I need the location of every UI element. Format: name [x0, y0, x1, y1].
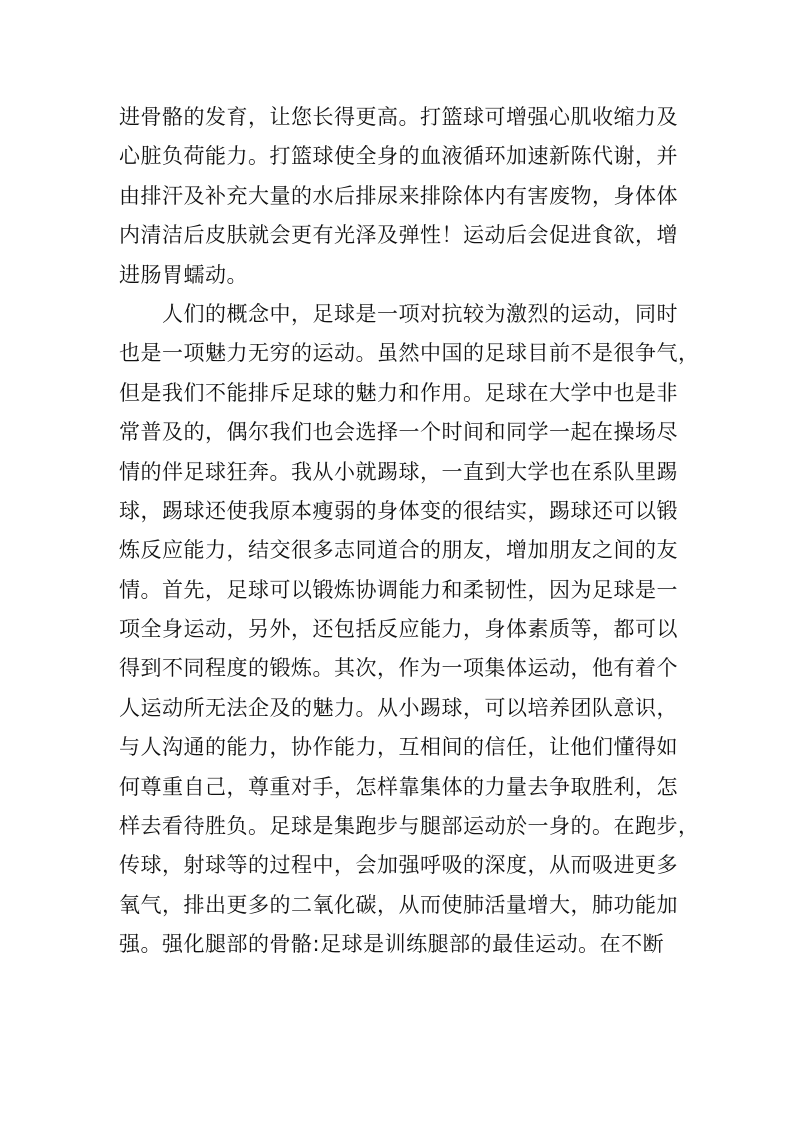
- text-line: 也是一项魅力无穷的运动。虽然中国的足球目前不是很争气，: [119, 341, 700, 366]
- body-text: [119, 98, 700, 965]
- text-line: 炼反应能力，结交很多志同道合的朋友，增加朋友之间的友: [119, 538, 678, 563]
- text-line: 强。强化腿部的骨骼:足球是训练腿部的最佳运动。在不断: [119, 932, 665, 957]
- text-line: 人运动所无法企及的魅力。从小踢球，可以培养团队意识，: [119, 695, 678, 720]
- text-line: 情。首先，足球可以锻炼协调能力和柔韧性，因为足球是一: [119, 577, 678, 602]
- text-line: 样去看待胜负。足球是集跑步与腿部运动於一身的。在跑步，: [119, 814, 700, 839]
- text-line: 心脏负荷能力。打篮球使全身的血液循环加速新陈代谢，并: [119, 144, 678, 169]
- text-line: 内清洁后皮肤就会更有光泽及弹性！运动后会促进食欲，增: [119, 223, 678, 248]
- text-line: 与人沟通的能力，协作能力，互相间的信任，让他们懂得如: [119, 735, 678, 760]
- text-line: 进骨骼的发育，让您长得更高。打篮球可增强心肌收缩力及: [119, 105, 678, 129]
- text-line: 何尊重自己，尊重对手，怎样靠集体的力量去争取胜利，怎: [119, 774, 678, 799]
- text-line: 由排汗及补充大量的水后排尿来排除体内有害废物，身体体: [119, 183, 678, 208]
- text-line: 得到不同程度的锻炼。其次，作为一项集体运动，他有着个: [119, 656, 678, 681]
- text-line: 情的伴足球狂奔。我从小就踢球，一直到大学也在系队里踢: [119, 459, 678, 484]
- text-line: 进肠胃蠕动。: [119, 262, 248, 287]
- text-line: 项全身运动，另外，还包括反应能力，身体素质等，都可以: [119, 617, 678, 642]
- text-line: 但是我们不能排斥足球的魅力和作用。足球在大学中也是非: [119, 380, 678, 405]
- text-line: 球，踢球还使我原本瘦弱的身体变的很结实，踢球还可以锻: [119, 498, 678, 523]
- text-line: 人们的概念中，足球是一项对抗较为激烈的运动，同时: [119, 301, 678, 326]
- text-line: 氧气，排出更多的二氧化碳，从而使肺活量增大，肺功能加: [119, 892, 678, 917]
- text-line: 传球，射球等的过程中，会加强呼吸的深度，从而吸进更多: [119, 853, 678, 878]
- text-line: 常普及的，偶尔我们也会选择一个时间和同学一起在操场尽: [119, 420, 678, 445]
